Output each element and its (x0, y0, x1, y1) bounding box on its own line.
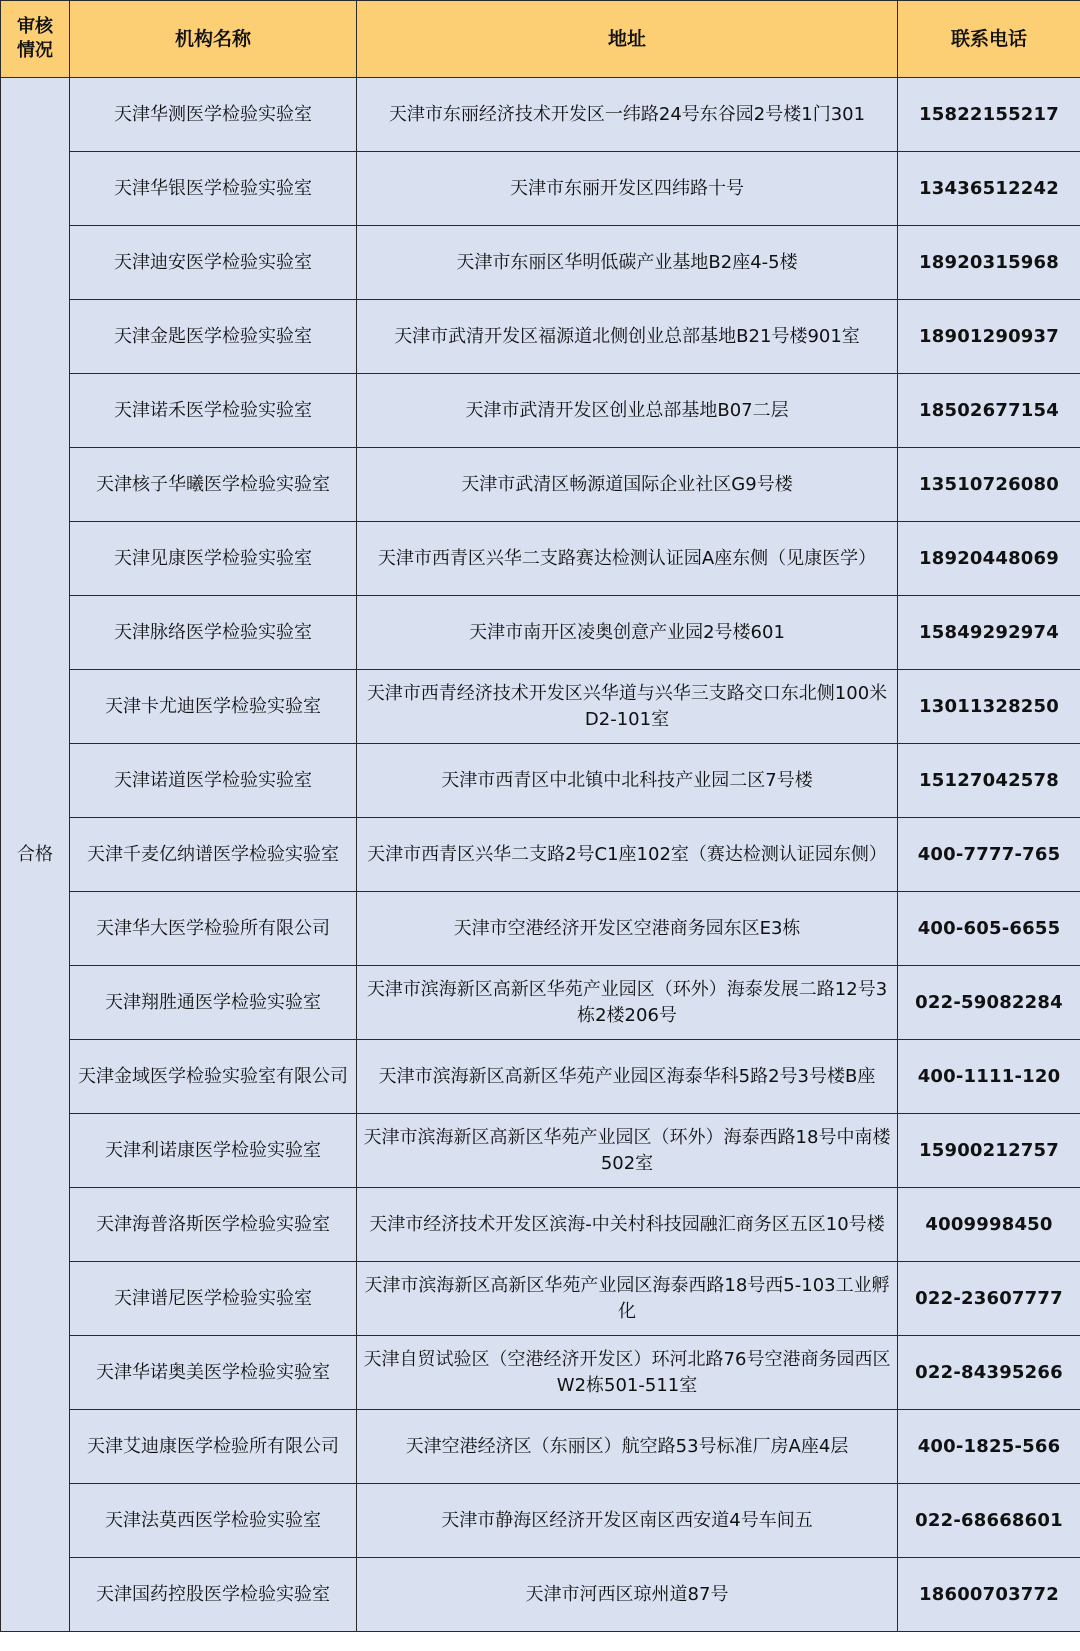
table-row (1, 818, 1080, 892)
phone-cell: 15822155217 (898, 78, 1080, 152)
header-row (1, 1, 1080, 78)
address-cell: 天津空港经济区（东丽区）航空路53号标准厂房A座4层 (357, 1410, 898, 1484)
table-row (1, 892, 1080, 966)
table-row (1, 1114, 1080, 1188)
table-row (1, 1262, 1080, 1336)
table-row (1, 1188, 1080, 1262)
institution-name-cell: 天津翔胜通医学检验实验室 (70, 966, 357, 1040)
phone-cell: 022-68668601 (898, 1484, 1080, 1558)
institution-name-cell: 天津海普洛斯医学检验实验室 (70, 1188, 357, 1262)
header-address: 地址 (357, 1, 898, 78)
phone-cell: 022-84395266 (898, 1336, 1080, 1410)
address-cell: 天津市东丽经济技术开发区一纬路24号东谷园2号楼1门301 (357, 78, 898, 152)
address-cell: 天津市东丽开发区四纬路十号 (357, 152, 898, 226)
phone-cell: 18920315968 (898, 226, 1080, 300)
table-row (1, 374, 1080, 448)
address-cell: 天津市西青经济技术开发区兴华道与兴华三支路交口东北侧100米D2-101室 (357, 670, 898, 744)
institution-name-cell: 天津诺禾医学检验实验室 (70, 374, 357, 448)
table-row (1, 152, 1080, 226)
institution-name-cell: 天津利诺康医学检验实验室 (70, 1114, 357, 1188)
address-cell: 天津市南开区凌奥创意产业园2号楼601 (357, 596, 898, 670)
phone-cell: 18502677154 (898, 374, 1080, 448)
address-cell: 天津市滨海新区高新区华苑产业园区（环外）海泰发展二路12号3栋2楼206号 (357, 966, 898, 1040)
institution-name-cell: 天津千麦亿纳谱医学检验实验室 (70, 818, 357, 892)
institution-name-cell: 天津国药控股医学检验实验室 (70, 1558, 357, 1632)
address-cell: 天津市武清开发区福源道北侧创业总部基地B21号楼901室 (357, 300, 898, 374)
address-cell: 天津市武清区畅源道国际企业社区G9号楼 (357, 448, 898, 522)
table-row (1, 78, 1080, 152)
status-cell: 合格 (1, 78, 70, 1632)
phone-cell: 022-23607777 (898, 1262, 1080, 1336)
table-row (1, 1558, 1080, 1632)
institution-name-cell: 天津华银医学检验实验室 (70, 152, 357, 226)
phone-cell: 15127042578 (898, 744, 1080, 818)
table-row (1, 1040, 1080, 1114)
header-status-label: 审核 情况 (17, 16, 53, 61)
address-cell: 天津市东丽区华明低碳产业基地B2座4-5楼 (357, 226, 898, 300)
address-cell: 天津自贸试验区（空港经济开发区）环河北路76号空港商务园西区W2栋501-511室 (357, 1336, 898, 1410)
phone-cell: 400-605-6655 (898, 892, 1080, 966)
address-cell: 天津市滨海新区高新区华苑产业园区（环外）海泰西路18号中南楼502室 (357, 1114, 898, 1188)
table-row (1, 300, 1080, 374)
institution-name-cell: 天津金域医学检验实验室有限公司 (70, 1040, 357, 1114)
institution-name-cell: 天津谱尼医学检验实验室 (70, 1262, 357, 1336)
table-row (1, 448, 1080, 522)
phone-cell: 15900212757 (898, 1114, 1080, 1188)
phone-cell: 13510726080 (898, 448, 1080, 522)
phone-cell: 400-7777-765 (898, 818, 1080, 892)
address-cell: 天津市滨海新区高新区华苑产业园区海泰华科5路2号3号楼B座 (357, 1040, 898, 1114)
table-row (1, 1336, 1080, 1410)
phone-cell: 18600703772 (898, 1558, 1080, 1632)
phone-cell: 13011328250 (898, 670, 1080, 744)
address-cell: 天津市西青区兴华二支路2号C1座102室（赛达检测认证园东侧） (357, 818, 898, 892)
phone-cell: 022-59082284 (898, 966, 1080, 1040)
address-cell: 天津市空港经济开发区空港商务园东区E3栋 (357, 892, 898, 966)
table-row (1, 596, 1080, 670)
address-cell: 天津市滨海新区高新区华苑产业园区海泰西路18号西5-103工业孵化 (357, 1262, 898, 1336)
phone-cell: 400-1111-120 (898, 1040, 1080, 1114)
phone-cell: 18920448069 (898, 522, 1080, 596)
header-phone: 联系电话 (898, 1, 1080, 78)
table-row (1, 1484, 1080, 1558)
phone-cell: 400-1825-566 (898, 1410, 1080, 1484)
institution-name-cell: 天津诺道医学检验实验室 (70, 744, 357, 818)
table-row (1, 744, 1080, 818)
table-row (1, 522, 1080, 596)
institution-name-cell: 天津迪安医学检验实验室 (70, 226, 357, 300)
address-cell: 天津市河西区琼州道87号 (357, 1558, 898, 1632)
table-row (1, 1410, 1080, 1484)
institution-name-cell: 天津见康医学检验实验室 (70, 522, 357, 596)
institution-name-cell: 天津华诺奥美医学检验实验室 (70, 1336, 357, 1410)
institution-name-cell: 天津华大医学检验所有限公司 (70, 892, 357, 966)
phone-cell: 18901290937 (898, 300, 1080, 374)
institution-name-cell: 天津法莫西医学检验实验室 (70, 1484, 357, 1558)
table-row (1, 966, 1080, 1040)
institution-name-cell: 天津卡尤迪医学检验实验室 (70, 670, 357, 744)
phone-cell: 15849292974 (898, 596, 1080, 670)
institution-name-cell: 天津核子华曦医学检验实验室 (70, 448, 357, 522)
phone-cell: 4009998450 (898, 1188, 1080, 1262)
address-cell: 天津市西青区中北镇中北科技产业园二区7号楼 (357, 744, 898, 818)
institution-name-cell: 天津脉络医学检验实验室 (70, 596, 357, 670)
institution-name-cell: 天津华测医学检验实验室 (70, 78, 357, 152)
header-status (1, 1, 70, 78)
address-cell: 天津市武清开发区创业总部基地B07二层 (357, 374, 898, 448)
address-cell: 天津市经济技术开发区滨海-中关村科技园融汇商务区五区10号楼 (357, 1188, 898, 1262)
table-row (1, 226, 1080, 300)
institution-name-cell: 天津金匙医学检验实验室 (70, 300, 357, 374)
address-cell: 天津市静海区经济开发区南区西安道4号车间五 (357, 1484, 898, 1558)
address-cell: 天津市西青区兴华二支路赛达检测认证园A座东侧（见康医学） (357, 522, 898, 596)
institution-name-cell: 天津艾迪康医学检验所有限公司 (70, 1410, 357, 1484)
header-name: 机构名称 (70, 1, 357, 78)
phone-cell: 13436512242 (898, 152, 1080, 226)
table-row (1, 670, 1080, 744)
